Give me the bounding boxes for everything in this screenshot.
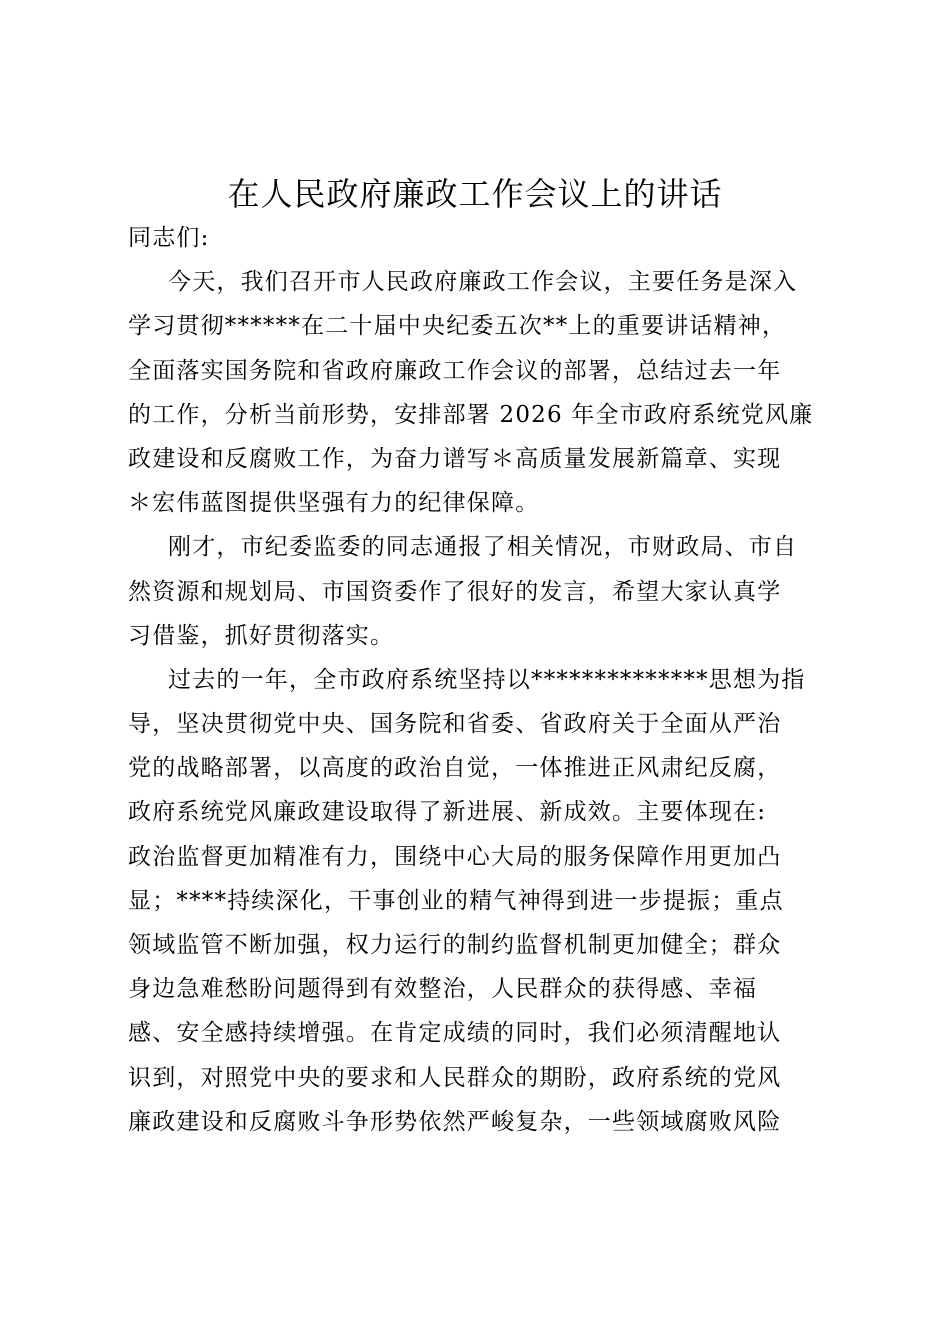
paragraph-line: 感、安全感持续增强。在肯定成绩的同时，我们必须清醒地认 [128, 1020, 782, 1047]
document-title: 在人民政府廉政工作会议上的讲话 [227, 175, 723, 213]
paragraph-line: 党的战略部署，以高度的政治自觉，一体推进正风肃纪反腐， [128, 755, 782, 782]
paragraph-3 [128, 658, 838, 1144]
paragraph-line: 的工作，分析当前形势，安排部署 2026 年全市政府系统党风廉 [128, 401, 814, 428]
paragraph-line: 领域监管不断加强，权力运行的制约监督机制更加健全；群众 [128, 932, 782, 958]
paragraph-line: 习借鉴，抓好贯彻落实。 [128, 622, 395, 649]
paragraph-2 [128, 525, 838, 658]
document-body [128, 216, 838, 1144]
paragraph-1 [128, 260, 838, 525]
paragraph-line: 然资源和规划局、市国资委作了很好的发言，希望大家认真学 [128, 578, 782, 605]
paragraph-line: 导，坚决贯彻党中央、国务院和省委、省政府关于全面从严治 [128, 711, 782, 738]
paragraph-line: 显；****持续深化，干事创业的精气神得到进一步提振；重点 [128, 887, 784, 914]
paragraph-line: 识到，对照党中央的要求和人民群众的期盼，政府系统的党风 [128, 1064, 782, 1091]
paragraph-line: 政府系统党风廉政建设取得了新进展、新成效。主要体现在: [128, 799, 767, 826]
paragraph-line: 刚才，市纪委监委的同志通报了相关情况，市财政局、市自 [168, 534, 798, 561]
paragraph-line: 政建设和反腐败工作，为奋力谱写＊高质量发展新篇章、实现 [128, 445, 782, 472]
salutation: 同志们: [128, 225, 210, 251]
paragraph-line: 学习贯彻******在二十届中央纪委五次**上的重要讲话精神， [128, 313, 787, 340]
paragraph-line: 廉政建设和反腐败斗争形势依然严峻复杂，一些领域腐败风险 [128, 1108, 782, 1135]
paragraph-line: 过去的一年，全市政府系统坚持以**************思想为指 [168, 666, 806, 693]
paragraph-line: 今天，我们召开市人民政府廉政工作会议，主要任务是深入 [168, 269, 798, 296]
paragraph-line: ＊宏伟蓝图提供坚强有力的纪律保障。 [128, 490, 540, 517]
paragraph-line: 全面落实国务院和省政府廉政工作会议的部署，总结过去一年 [128, 357, 782, 384]
paragraph-line: 政治监督更加精准有力，围绕中心大局的服务保障作用更加凸 [128, 843, 782, 870]
paragraph-line: 身边急难愁盼问题得到有效整治，人民群众的获得感、幸福 [128, 976, 758, 1003]
